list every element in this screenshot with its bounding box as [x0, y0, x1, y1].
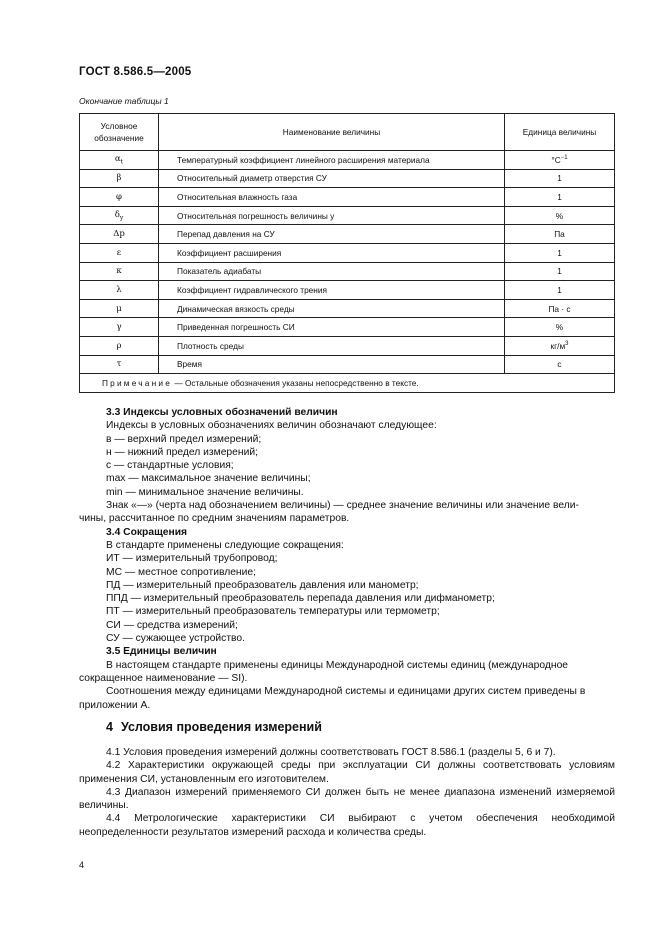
row-name: Динамическая вязкость среды	[159, 299, 505, 318]
row-symbol	[80, 336, 159, 355]
list-item: СИ — средства измерений;	[106, 619, 238, 631]
list-item: СУ — сужающее устройство.	[106, 633, 245, 645]
symbol-text: μ	[116, 303, 122, 314]
unit-text: %	[555, 210, 564, 221]
unit-text: °С	[551, 154, 561, 165]
row-unit	[505, 206, 615, 225]
row-symbol	[80, 243, 159, 262]
section-3-5-heading: 3.5 Единицы величин	[106, 646, 217, 658]
table-note	[80, 374, 615, 393]
symbol-subscript: y	[119, 214, 124, 222]
section-4-body	[79, 746, 615, 839]
overbar-note-line2: чины, рассчитанное по средним значениям параметров.	[79, 513, 350, 525]
row-name: Температурный коэффициент линейного расширения материала	[159, 151, 505, 170]
overbar-note-line1: Знак «—» (черта над обозначением величины) — среднее значение величины или значение вели-	[106, 500, 579, 512]
list-item: с — стандартные условия;	[106, 460, 234, 472]
row-name: Относительная влажность газа	[159, 188, 505, 207]
table-row	[80, 151, 615, 170]
section-3-5-p2-line1: Соотношения между единицами Международной системы и единицами других систем приведены в	[106, 686, 586, 698]
list-item: МС — местное сопротивление;	[106, 566, 256, 578]
list-item: н — нижний предел измерений;	[106, 446, 258, 458]
document-header: ГОСТ 8.586.5—2005	[79, 66, 192, 78]
row-name: Перепад давления на СУ	[159, 225, 505, 244]
row-symbol	[80, 169, 159, 188]
paragraph-4-3: 4.3 Диапазон измерений применяемого СИ должен быть не менее диапазона изменений измеряемой величины.	[79, 786, 615, 812]
column-header-symbol-line2: обозначение	[94, 133, 144, 143]
row-name: Приведенная погрешность СИ	[159, 318, 505, 337]
row-unit	[505, 243, 615, 262]
paragraph-4-1: 4.1 Условия проведения измерений должны соответствовать ГОСТ 8.586.1 (разделы 5, 6 и 7).	[106, 747, 556, 758]
row-unit	[505, 188, 615, 207]
unit-text: 1	[557, 266, 562, 277]
row-unit	[505, 299, 615, 318]
section-3-3-heading: 3.3 Индексы условных обозначений величин	[106, 407, 338, 418]
section-3-4-heading: 3.4 Сокращения	[106, 526, 188, 538]
table-row	[80, 262, 615, 281]
section-4-number: 4	[106, 720, 113, 734]
symbol-text: τ	[116, 359, 122, 370]
section-3-3-intro: Индексы в условных обозначениях величин обозначают следующее:	[106, 420, 437, 432]
note-label: Примечание	[102, 378, 173, 389]
unit-text: %	[555, 322, 564, 333]
symbol-text: λ	[116, 284, 122, 295]
row-symbol	[80, 281, 159, 300]
table-row	[80, 206, 615, 225]
table-row	[80, 355, 615, 374]
table-row	[80, 188, 615, 207]
symbol-text: ε	[116, 247, 122, 258]
symbol-subscript: t	[120, 158, 124, 166]
unit-text: 1	[557, 247, 562, 258]
row-name: Время	[159, 355, 505, 374]
note-text: — Остальные обозначения указаны непосредственно в тексте.	[172, 378, 419, 389]
unit-text: с	[557, 359, 562, 370]
list-item: в — верхний предел измерений;	[106, 433, 262, 445]
unit-text: Па	[554, 229, 565, 240]
row-name: Показатель адиабаты	[159, 262, 505, 281]
symbol-text: κ	[116, 266, 122, 277]
symbol-text: β	[116, 173, 122, 184]
table-row	[80, 281, 615, 300]
row-name: Коэффициент гидравлического трения	[159, 281, 505, 300]
table-caption: Окончание таблицы 1	[79, 96, 169, 106]
column-header-symbol	[80, 114, 159, 151]
list-item: ППД — измерительный преобразователь перепада давления или дифманометр;	[106, 593, 495, 605]
table-row	[80, 336, 615, 355]
row-symbol	[80, 318, 159, 337]
paragraph-4-4: 4.4 Метрологические характеристики СИ выбирают с учетом обеспечения необходимой неопределенности результатов измерений расхода и количества среды.	[79, 813, 615, 838]
row-name: Коэффициент расширения	[159, 243, 505, 262]
section-3-5-p2-line2: приложении А.	[79, 699, 151, 711]
row-unit	[505, 151, 615, 170]
unit-superscript: 3	[565, 340, 569, 347]
section-3-5-p1-line2: сокращенное наименование — SI).	[79, 672, 248, 684]
row-symbol	[80, 188, 159, 207]
unit-text: 1	[557, 284, 562, 295]
symbol-text: α	[114, 153, 121, 164]
table-header-row	[80, 114, 615, 151]
column-header-unit: Единица величины	[505, 114, 615, 151]
symbol-text: ρ	[116, 340, 122, 351]
column-header-symbol-line1: Условное	[100, 121, 138, 131]
row-name: Относительная погрешность величины y	[159, 206, 505, 225]
table-row	[80, 169, 615, 188]
table-row	[80, 225, 615, 244]
row-symbol	[80, 151, 159, 170]
row-unit	[505, 262, 615, 281]
paragraph-4-2: 4.2 Характеристики окружающей среды при эксплуатации СИ должны соответствовать условиям применения СИ, установленным его изготовителем.	[79, 760, 615, 785]
row-unit	[505, 318, 615, 337]
unit-text: Па · с	[548, 303, 571, 314]
list-item: ИТ — измерительный трубопровод;	[106, 553, 278, 565]
table-row	[80, 318, 615, 337]
list-item: min — минимальное значение величины.	[106, 486, 304, 498]
symbols-table	[79, 113, 615, 393]
symbol-text: δ	[114, 209, 120, 220]
section-4-title: Условия проведения измерений	[120, 720, 322, 734]
column-header-name: Наименование величины	[159, 114, 505, 151]
row-unit	[505, 355, 615, 374]
row-name: Относительный диаметр отверстия СУ	[159, 169, 505, 188]
table-row	[80, 299, 615, 318]
unit-text: 1	[557, 173, 562, 184]
table-row	[80, 243, 615, 262]
row-unit	[505, 281, 615, 300]
row-symbol	[80, 206, 159, 225]
row-unit	[505, 169, 615, 188]
page-number: 4	[79, 860, 85, 870]
section-3-body	[79, 406, 615, 712]
row-symbol	[80, 262, 159, 281]
unit-text: 1	[557, 191, 562, 202]
list-item: ПТ — измерительный преобразователь температуры или термометр;	[106, 606, 440, 618]
row-symbol	[80, 299, 159, 318]
list-item: max — максимальное значение величины;	[106, 473, 311, 485]
list-item: ПД — измерительный преобразователь давления или манометр;	[106, 579, 419, 591]
symbol-text: γ	[116, 322, 122, 333]
section-4-heading	[106, 720, 330, 734]
unit-superscript: −1	[560, 155, 568, 162]
table-note-row	[80, 374, 615, 393]
row-name: Плотность среды	[159, 336, 505, 355]
symbol-text: Δp	[113, 229, 125, 240]
row-unit	[505, 225, 615, 244]
row-symbol	[80, 225, 159, 244]
section-3-4-intro: В стандарте применены следующие сокращения:	[106, 539, 344, 551]
row-symbol	[80, 355, 159, 374]
row-unit	[505, 336, 615, 355]
unit-text: кг/м	[550, 340, 566, 351]
symbol-text: φ	[116, 191, 122, 202]
section-3-5-p1-line1: В настоящем стандарте применены единицы Международной системы единиц (международное	[106, 659, 569, 671]
